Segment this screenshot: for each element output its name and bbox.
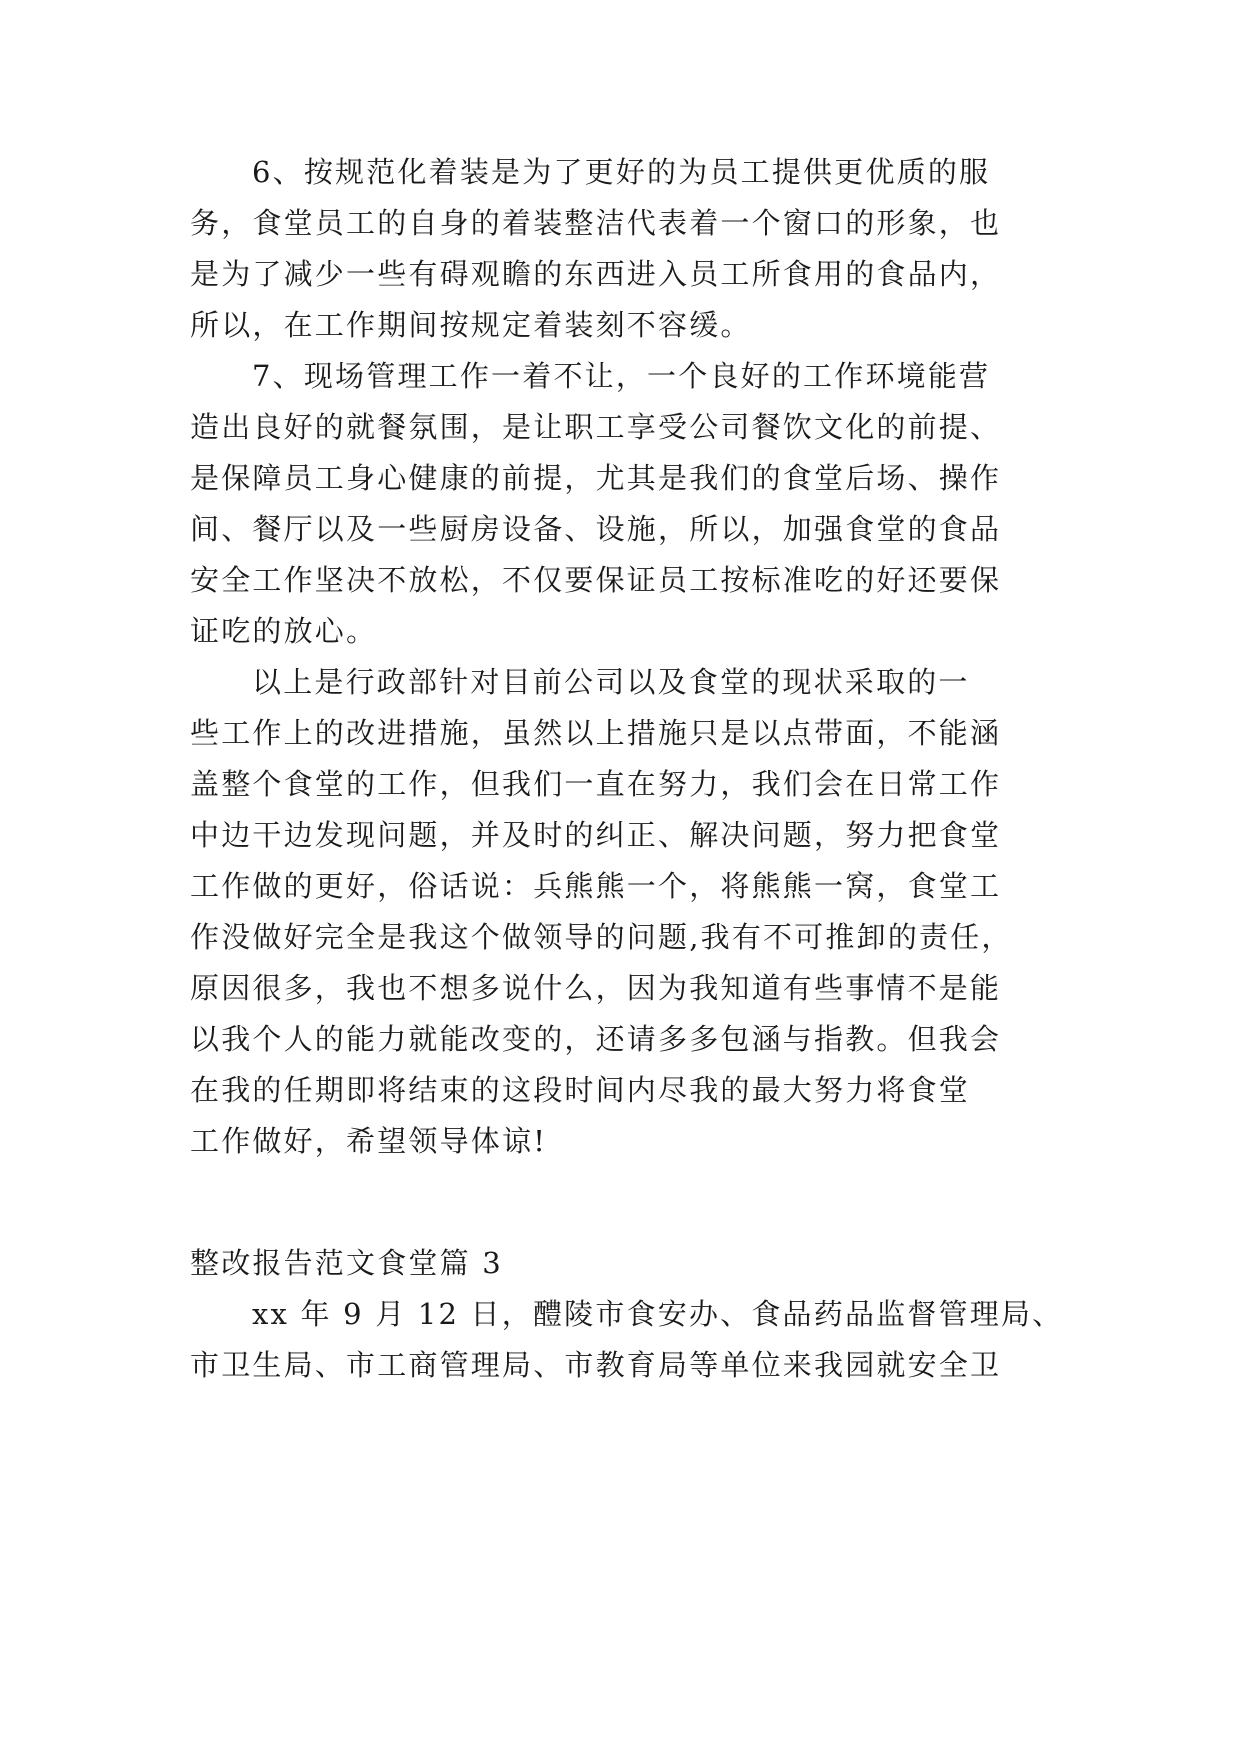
paragraph-line: 证吃的放心。 bbox=[190, 614, 378, 648]
paragraph-line: 在我的任期即将结束的这段时间内尽我的最大努力将食堂 bbox=[190, 1073, 971, 1107]
paragraph-line: 些工作上的改进措施，虽然以上措施只是以点带面，不能涵 bbox=[190, 716, 1002, 750]
paragraph-line: 工作做好，希望领导体谅! bbox=[190, 1124, 548, 1158]
paragraph-line: 6、按规范化着装是为了更好的为员工提供更优质的服 bbox=[252, 155, 991, 189]
paragraph-line: 间、餐厅以及一些厨房设备、设施，所以，加强食堂的食品 bbox=[190, 512, 1002, 546]
paragraph-line: 是为了减少一些有碍观瞻的东西进入员工所食用的食品内， bbox=[190, 257, 1002, 291]
paragraph-line: 所以，在工作期间按规定着装刻不容缓。 bbox=[190, 308, 752, 342]
section-heading: 整改报告范文食堂篇 3 bbox=[190, 1246, 503, 1280]
paragraph-line: 作没做好完全是我这个做领导的问题,我有不可推卸的责任， bbox=[190, 920, 1013, 954]
paragraph-line: 安全工作坚决不放松，不仅要保证员工按标准吃的好还要保 bbox=[190, 563, 1002, 597]
paragraph-line: 以上是行政部针对目前公司以及食堂的现状采取的一 bbox=[252, 665, 970, 699]
paragraph-line: 中边干边发现问题，并及时的纠正、解决问题，努力把食堂 bbox=[190, 818, 1002, 852]
paragraph-line: 原因很多，我也不想多说什么，因为我知道有些事情不是能 bbox=[190, 971, 1002, 1005]
paragraph-line: 以我个人的能力就能改变的，还请多多包涵与指教。但我会 bbox=[190, 1022, 1002, 1056]
paragraph-line: 市卫生局、市工商管理局、市教育局等单位来我园就安全卫 bbox=[190, 1348, 1002, 1382]
paragraph-line: 7、现场管理工作一着不让，一个良好的工作环境能营 bbox=[252, 359, 991, 393]
paragraph-line: 造出良好的就餐氛围，是让职工享受公司餐饮文化的前提、 bbox=[190, 410, 1002, 444]
paragraph-line: 盖整个食堂的工作，但我们一直在努力，我们会在日常工作 bbox=[190, 767, 1002, 801]
paragraph-line: 务，食堂员工的自身的着装整洁代表着一个窗口的形象，也 bbox=[190, 206, 1002, 240]
paragraph-line: 工作做的更好，俗话说：兵熊熊一个，将熊熊一窝，食堂工 bbox=[190, 869, 1002, 903]
paragraph-line: 是保障员工身心健康的前提，尤其是我们的食堂后场、操作 bbox=[190, 461, 1002, 495]
paragraph-line: xx 年 9 月 12 日，醴陵市食安办、食品药品监督管理局、 bbox=[252, 1297, 1064, 1331]
